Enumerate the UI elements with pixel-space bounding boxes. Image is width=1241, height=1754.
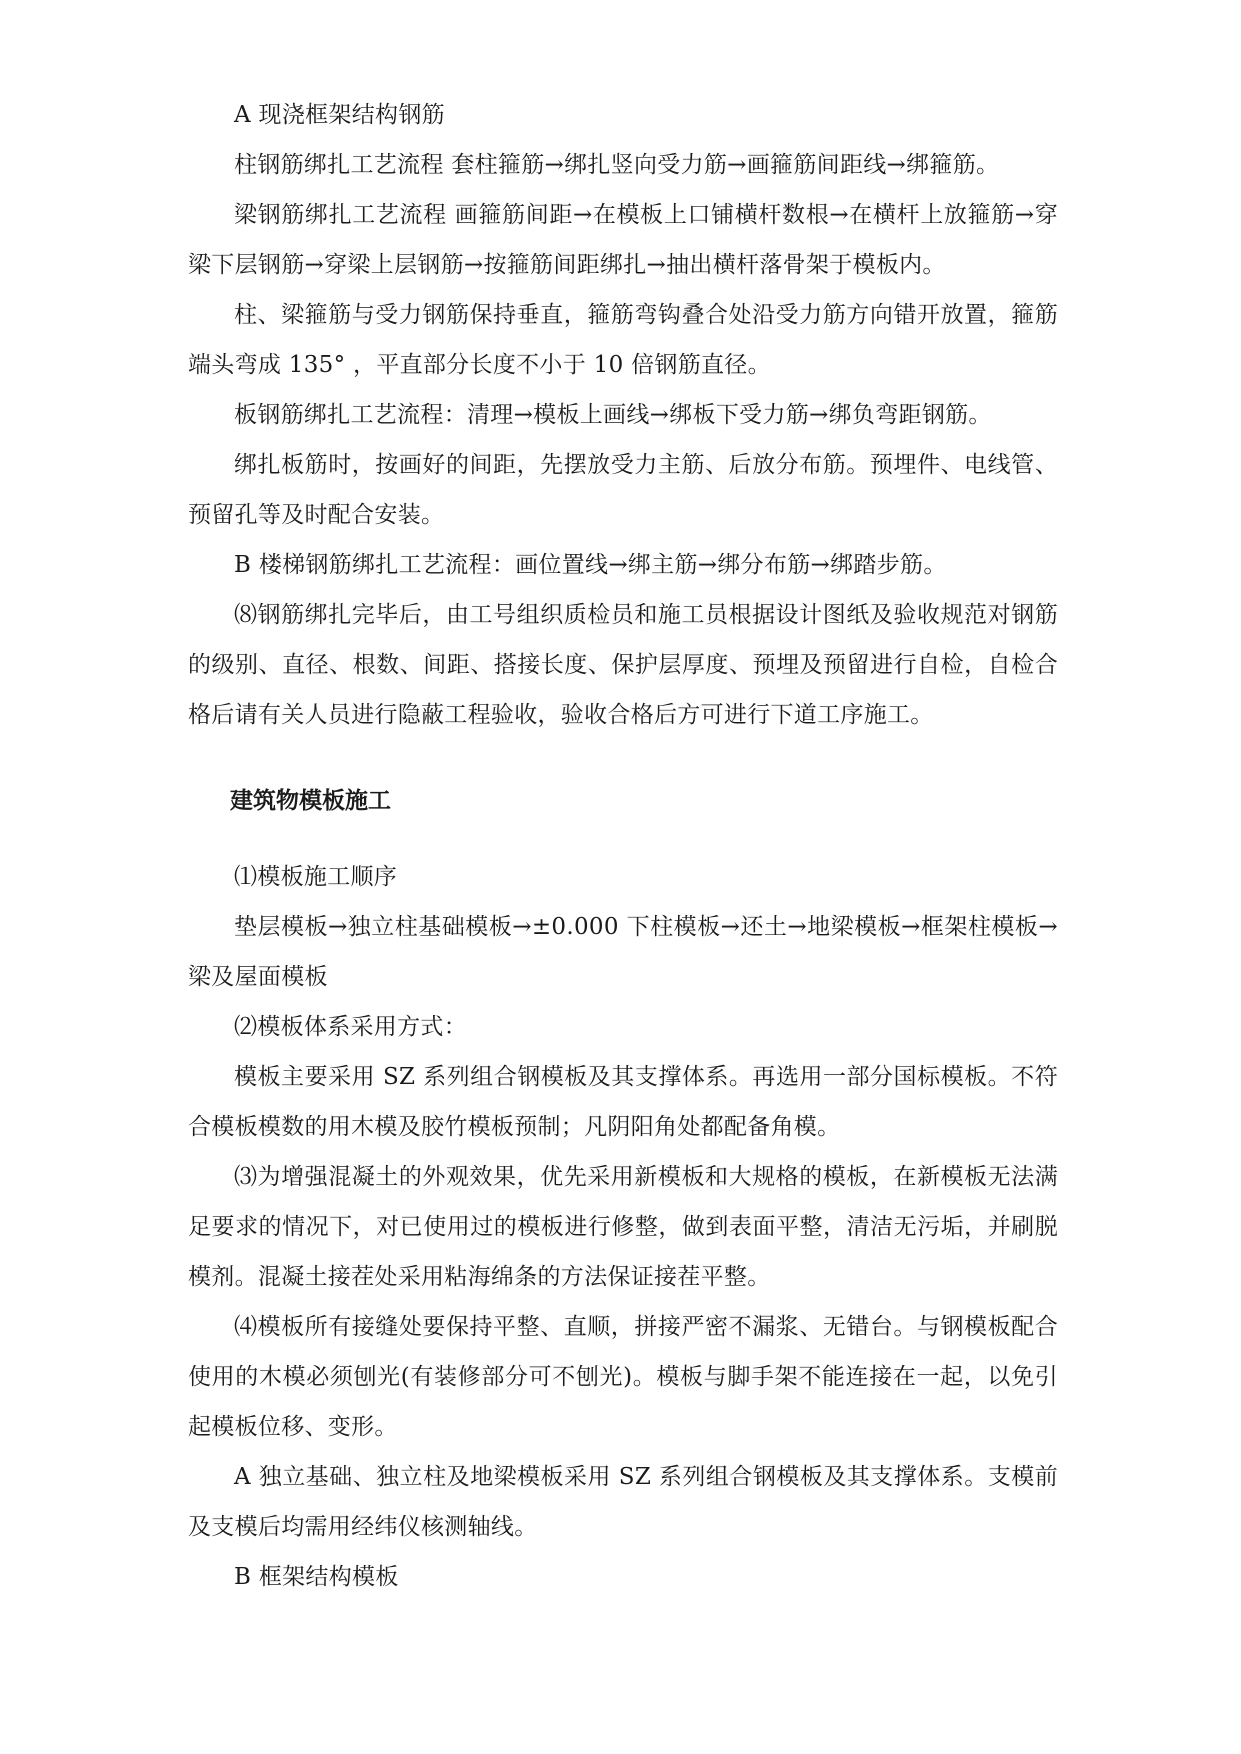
paragraph-slab-rebar-binding: 绑扎板筋时，按画好的间距，先摆放受力主筋、后放分布筋。预埋件、电线管、预留孔等及时配合安装。 [188, 452, 1058, 528]
paragraph-foundation-formwork: A 独立基础、独立柱及地梁模板采用 SZ 系列组合钢模板及其支撑体系。支模前及支模后均需用经纬仪核测轴线。 [188, 1464, 1058, 1540]
section-heading-formwork: 建筑物模板施工 [230, 788, 391, 814]
paragraph-frame-formwork: B 框架结构模板 [234, 1564, 399, 1590]
paragraph-stirrup-requirements: 柱、梁箍筋与受力钢筋保持垂直，箍筋弯钩叠合处沿受力筋方向错开放置，箍筋端头弯成 135° ，平直部分长度不小于 10 倍钢筋直径。 [188, 302, 1058, 378]
paragraph-formwork-system-title: ⑵模板体系采用方式： [234, 1014, 467, 1040]
paragraph-rebar-inspection: ⑻钢筋绑扎完毕后，由工号组织质检员和施工员根据设计图纸及验收规范对钢筋的级别、直径、根数、间距、搭接长度、保护层厚度、预埋及预留进行自检，自检合格后请有关人员进行隐蔽工程验收，验收合格后方可进行下道工序施工。 [188, 602, 1058, 728]
paragraph-column-rebar-process: 柱钢筋绑扎工艺流程 套柱箍筋→绑扎竖向受力筋→画箍筋间距线→绑箍筋。 [234, 152, 1000, 178]
paragraph-formwork-sequence-title: ⑴模板施工顺序 [234, 864, 398, 890]
document-page [188, 90, 1058, 1602]
paragraph-stair-rebar-process: B 楼梯钢筋绑扎工艺流程：画位置线→绑主筋→绑分布筋→绑踏步筋。 [234, 552, 947, 578]
paragraph-concrete-appearance: ⑶为增强混凝土的外观效果，优先采用新模板和大规格的模板，在新模板无法满足要求的情况下，对已使用过的模板进行修整，做到表面平整，清洁无污垢，并刷脱模剂。混凝土接茬处采用粘海绵条的方法保证接茬平整。 [188, 1164, 1058, 1290]
paragraph-beam-rebar-process: 梁钢筋绑扎工艺流程 画箍筋间距→在模板上口铺横杆数根→在横杆上放箍筋→穿梁下层钢筋→穿梁上层钢筋→按箍筋间距绑扎→抽出横杆落骨架于模板内。 [188, 202, 1058, 278]
paragraph-formwork-joints: ⑷模板所有接缝处要保持平整、直顺，拼接严密不漏浆、无错台。与钢模板配合使用的木模必须刨光(有装修部分可不刨光)。模板与脚手架不能连接在一起，以免引起模板位移、变形。 [188, 1314, 1058, 1440]
paragraph-formwork-system: 模板主要采用 SZ 系列组合钢模板及其支撑体系。再选用一部分国标模板。不符合模板模数的用木模及胶竹模板预制；凡阴阳角处都配备角模。 [188, 1064, 1058, 1140]
paragraph-formwork-sequence: 垫层模板→独立柱基础模板→±0.000 下柱模板→还土→地梁模板→框架柱模板→梁及屋面模板 [188, 914, 1058, 990]
paragraph-slab-rebar-process: 板钢筋绑扎工艺流程：清理→模板上画线→绑板下受力筋→绑负弯距钢筋。 [234, 402, 992, 428]
paragraph-cast-frame-rebar: A 现浇框架结构钢筋 [234, 102, 445, 128]
